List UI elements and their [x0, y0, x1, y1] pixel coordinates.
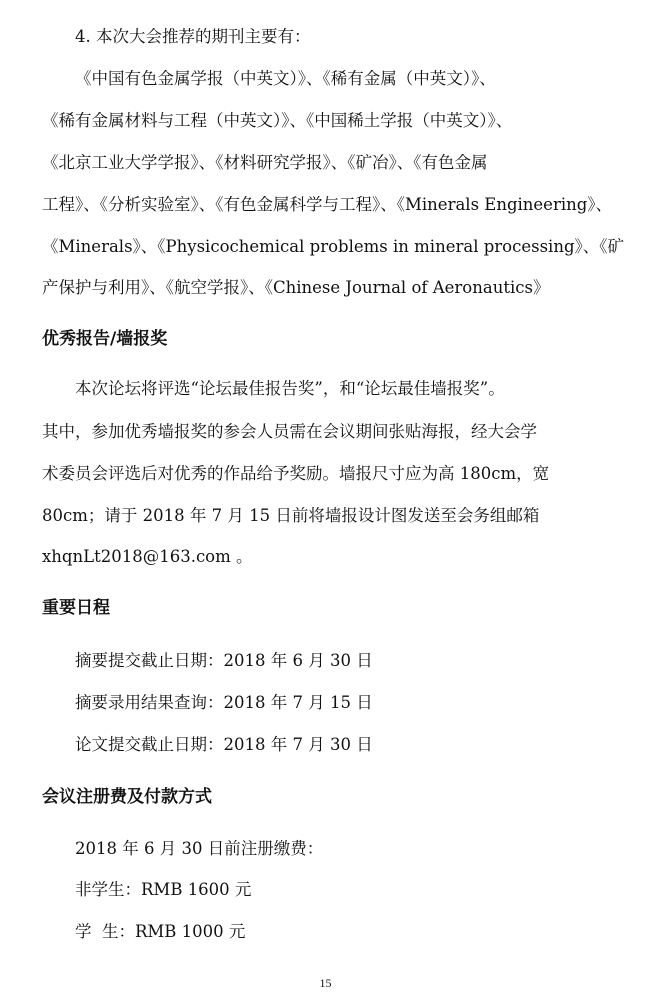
journal-line: 《北京工业大学学报》、《材料研究学报》、《矿冶》、《有色金属 — [42, 153, 488, 172]
journal-line: 《Minerals》、《Physicochemical problems in mineral processing》、《矿 — [42, 237, 625, 256]
fee-item: 非学生：RMB 1600 元 — [75, 880, 252, 899]
page-number: 15 — [319, 976, 332, 990]
journal-line: 产保护与利用》、《航空学报》、《Chinese Journal of Aeronautics》 — [42, 278, 550, 297]
awards-heading: 优秀报告/墙报奖 — [42, 329, 168, 349]
date-item: 摘要录用结果查询：2018 年 7 月 15 日 — [75, 693, 373, 712]
journals-intro: 4. 本次大会推荐的期刊主要有： — [75, 27, 311, 46]
email-line: xhqnLt2018@163.com 。 — [42, 547, 253, 566]
awards-paragraph-line: 80cm；请于 2018 年 7 月 15 日前将墙报设计图发送至会务组邮箱 — [42, 506, 540, 525]
fee-item: 2018 年 6 月 30 日前注册缴费： — [75, 839, 324, 858]
date-item: 摘要提交截止日期：2018 年 6 月 30 日 — [75, 651, 373, 670]
fees-heading: 会议注册费及付款方式 — [42, 787, 212, 807]
awards-paragraph-line: 其中，参加优秀墙报奖的参会人员需在会议期间张贴海报，经大会学 — [42, 422, 537, 441]
awards-paragraph-line: 术委员会评选后对优秀的作品给予奖励。墙报尺寸应为高 180cm，宽 — [42, 464, 550, 483]
journal-line: 《中国有色金属学报（中英文）》、《稀有金属（中英文）》、 — [75, 69, 496, 88]
journal-line: 工程》、《分析实验室》、《有色金属科学与工程》、《Minerals Engineering》、 — [42, 195, 613, 214]
journal-line: 《稀有金属材料与工程（中英文）》、《中国稀土学报（中英文）》、 — [42, 111, 513, 130]
fee-item: 学 生：RMB 1000 元 — [75, 922, 246, 941]
awards-paragraph-line: 本次论坛将评选“论坛最佳报告奖”，和“论坛最佳墙报奖”。 — [75, 379, 505, 398]
date-item: 论文提交截止日期：2018 年 7 月 30 日 — [75, 735, 373, 754]
dates-heading: 重要日程 — [42, 598, 110, 618]
